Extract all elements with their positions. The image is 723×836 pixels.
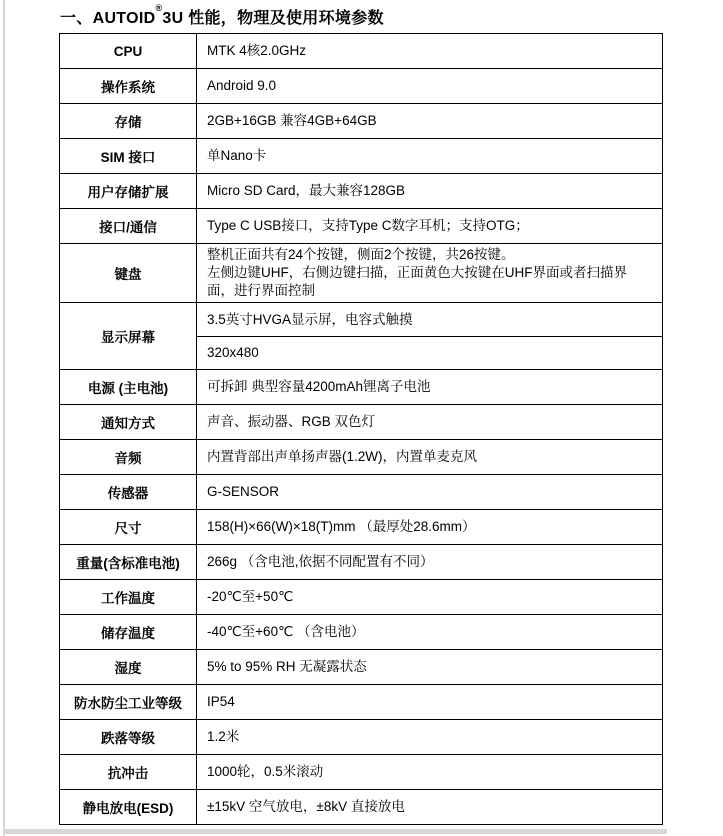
page-title xyxy=(60,5,384,28)
spec-table-body xyxy=(60,34,663,825)
spec-label: 防水防尘工业等级 xyxy=(60,685,197,720)
registered-trademark-symbol: ® xyxy=(155,3,163,13)
table-row xyxy=(60,615,663,650)
spec-value: IP54 xyxy=(197,685,663,720)
spec-label: 操作系统 xyxy=(60,69,197,104)
spec-value-line: 左侧边键UHF，右侧边键扫描，正面黄色大按键在UHF界面或者扫描界面，进行界面控制 xyxy=(207,265,627,298)
table-row xyxy=(60,370,663,405)
title-suffix: 3U 性能，物理及使用环境参数 xyxy=(162,10,384,27)
spec-label: 重量(含标准电池) xyxy=(60,545,197,580)
spec-value: 266g （含电池,依据不同配置有不同） xyxy=(197,545,663,580)
spec-value: Micro SD Card，最大兼容128GB xyxy=(197,174,663,209)
page-bottom-divider xyxy=(3,829,667,834)
table-row xyxy=(60,139,663,174)
spec-value xyxy=(197,303,663,370)
spec-value: 5% to 95% RH 无凝露状态 xyxy=(197,650,663,685)
spec-label: 用户存储扩展 xyxy=(60,174,197,209)
table-row xyxy=(60,69,663,104)
title-prefix: 一、AUTOID xyxy=(60,10,156,27)
spec-label: 存储 xyxy=(60,104,197,139)
spec-label: 音频 xyxy=(60,440,197,475)
table-row xyxy=(60,104,663,139)
table-row xyxy=(60,580,663,615)
spec-value: Type C USB接口，支持Type C数字耳机；支持OTG； xyxy=(197,209,663,244)
spec-value: -40℃至+60℃ （含电池） xyxy=(197,615,663,650)
table-row xyxy=(60,475,663,510)
spec-value: -20℃至+50℃ xyxy=(197,580,663,615)
spec-label: CPU xyxy=(60,34,197,69)
spec-value: ±15kV 空气放电，±8kV 直接放电 xyxy=(197,790,663,825)
table-row xyxy=(60,545,663,580)
table-row xyxy=(60,34,663,69)
spec-label: 传感器 xyxy=(60,475,197,510)
spec-value: MTK 4核2.0GHz xyxy=(197,34,663,69)
spec-label: 显示屏幕 xyxy=(60,303,197,370)
spec-value: 可拆卸 典型容量4200mAh锂离子电池 xyxy=(197,370,663,405)
table-row xyxy=(60,790,663,825)
table-row xyxy=(60,244,663,303)
spec-table xyxy=(59,33,663,825)
spec-label: 储存温度 xyxy=(60,615,197,650)
table-row xyxy=(60,174,663,209)
spec-value: Android 9.0 xyxy=(197,69,663,104)
spec-label: 电源 (主电池) xyxy=(60,370,197,405)
spec-label: 湿度 xyxy=(60,650,197,685)
spec-value: 1.2米 xyxy=(197,720,663,755)
spec-value: 单Nano卡 xyxy=(197,139,663,174)
spec-label: 跌落等级 xyxy=(60,720,197,755)
spec-label: 工作温度 xyxy=(60,580,197,615)
table-row xyxy=(60,209,663,244)
table-row xyxy=(60,650,663,685)
spec-value: G-SENSOR xyxy=(197,475,663,510)
spec-value: 声音、振动器、RGB 双色灯 xyxy=(197,405,663,440)
spec-subvalue: 320x480 xyxy=(197,336,662,369)
table-row xyxy=(60,720,663,755)
spec-value-line: 整机正面共有24个按键，侧面2个按键，共26按键。 xyxy=(207,247,515,262)
spec-label: 尺寸 xyxy=(60,510,197,545)
spec-label: 静电放电(ESD) xyxy=(60,790,197,825)
table-row xyxy=(60,303,663,370)
spec-label: 通知方式 xyxy=(60,405,197,440)
table-row xyxy=(60,510,663,545)
table-row xyxy=(60,440,663,475)
table-row xyxy=(60,685,663,720)
spec-value: 1000轮，0.5米滚动 xyxy=(197,755,663,790)
spec-value: 158(H)×66(W)×18(T)mm （最厚处28.6mm） xyxy=(197,510,663,545)
spec-value: 2GB+16GB 兼容4GB+64GB xyxy=(197,104,663,139)
spec-label: 键盘 xyxy=(60,244,197,303)
page-edge-left xyxy=(3,0,5,836)
spec-label: SIM 接口 xyxy=(60,139,197,174)
spec-value: 内置背部出声单扬声器(1.2W)，内置单麦克风 xyxy=(197,440,663,475)
spec-subvalue: 3.5英寸HVGA显示屏，电容式触摸 xyxy=(207,311,413,327)
table-row xyxy=(60,755,663,790)
spec-label: 接口/通信 xyxy=(60,209,197,244)
spec-value xyxy=(197,244,663,303)
spec-label: 抗冲击 xyxy=(60,755,197,790)
table-row xyxy=(60,405,663,440)
